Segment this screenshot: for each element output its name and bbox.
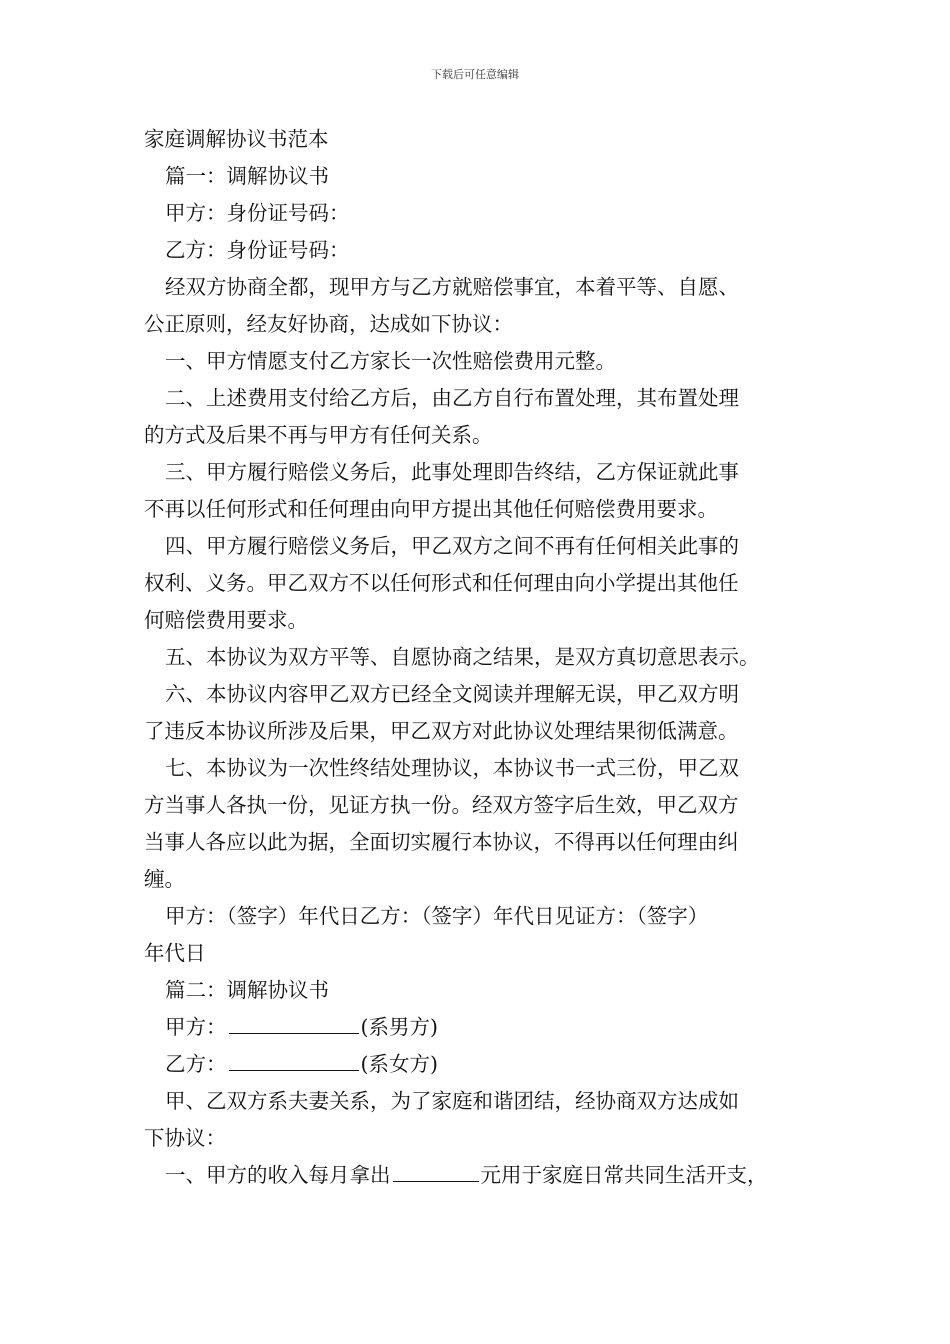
part2-party-b-label: 乙方： xyxy=(165,1052,227,1076)
clause-6-line1: 六、本协议内容甲乙双方已经全文阅读并理解无误，甲乙双方明 xyxy=(165,682,739,706)
clause-4-line1: 四、甲方履行赔偿义务后，甲乙双方之间不再有任何相关此事的 xyxy=(165,534,739,558)
part2-clause-1-prefix: 一、甲方的收入每月拿出 xyxy=(165,1163,391,1187)
part1-party-a: 甲方：身份证号码： xyxy=(165,201,350,225)
part2-intro-line2: 下协议： xyxy=(144,1126,226,1150)
part1-heading: 篇一：调解协议书 xyxy=(165,164,329,188)
clause-2-line1: 二、上述费用支付给乙方后，由乙方自行布置处理，其布置处理 xyxy=(165,386,739,410)
part2-party-a xyxy=(144,1009,824,1046)
clause-7-line4: 缠。 xyxy=(144,867,185,891)
part2-clause-1-line1 xyxy=(144,1157,824,1194)
part2-party-a-label: 甲方： xyxy=(165,1015,227,1039)
part1-intro-line1: 经双方协商全都，现甲方与乙方就赔偿事宜，本着平等、自愿、 xyxy=(165,275,739,299)
party-b-name-blank xyxy=(229,1046,359,1071)
document-title: 家庭调解协议书范本 xyxy=(144,127,329,151)
part2-intro-line1: 甲、乙双方系夫妻关系，为了家庭和谐团结，经协商双方达成如 xyxy=(165,1089,739,1113)
amount-blank xyxy=(393,1157,479,1182)
clause-6-line2: 了违反本协议所涉及后果，甲乙双方对此协议处理结果彻低满意。 xyxy=(144,719,739,743)
clause-3-line1: 三、甲方履行赔偿义务后，此事处理即告终结，乙方保证就此事 xyxy=(165,460,739,484)
part2-party-a-note: (系男方) xyxy=(360,1015,438,1039)
clause-4-line2: 权利、义务。甲乙双方不以任何形式和任何理由向小学提出其他任 xyxy=(144,571,739,595)
signature-line1: 甲方：（签字）年代日乙方：（签字）年代日见证方：（签字） xyxy=(165,904,709,928)
part2-party-b xyxy=(144,1046,824,1083)
part2-party-b-note: (系女方) xyxy=(360,1052,438,1076)
clause-1-line1: 一、甲方情愿支付乙方家长一次性赔偿费用元整。 xyxy=(165,349,616,373)
clause-3-line2: 不再以任何形式和任何理由向甲方提出其他任何赔偿费用要求。 xyxy=(144,497,718,521)
signature-line2: 年代日 xyxy=(144,941,206,965)
part2-heading: 篇二：调解协议书 xyxy=(165,978,329,1002)
clause-5-line1: 五、本协议为双方平等、自愿协商之结果，是双方真切意思表示。 xyxy=(165,645,760,669)
clause-7-line2: 方当事人各执一份，见证方执一份。经双方签字后生效，甲乙双方 xyxy=(144,793,739,817)
part1-party-b: 乙方：身份证号码： xyxy=(165,238,350,262)
part2-clause-1-suffix: 元用于家庭日常共同生活开支， xyxy=(480,1163,768,1187)
document-body xyxy=(144,121,824,1194)
page-header: 下载后可任意编辑 xyxy=(431,68,519,81)
part1-intro-line2: 公正原则，经友好协商，达成如下协议： xyxy=(144,312,513,336)
clause-7-line3: 当事人各应以此为据，全面切实履行本协议，不得再以任何理由纠 xyxy=(144,830,739,854)
party-a-name-blank xyxy=(229,1009,359,1034)
clause-4-line3: 何赔偿费用要求。 xyxy=(144,608,308,632)
clause-2-line2: 的方式及后果不再与甲方有任何关系。 xyxy=(144,423,493,447)
clause-7-line1: 七、本协议为一次性终结处理协议，本协议书一式三份，甲乙双 xyxy=(165,756,739,780)
